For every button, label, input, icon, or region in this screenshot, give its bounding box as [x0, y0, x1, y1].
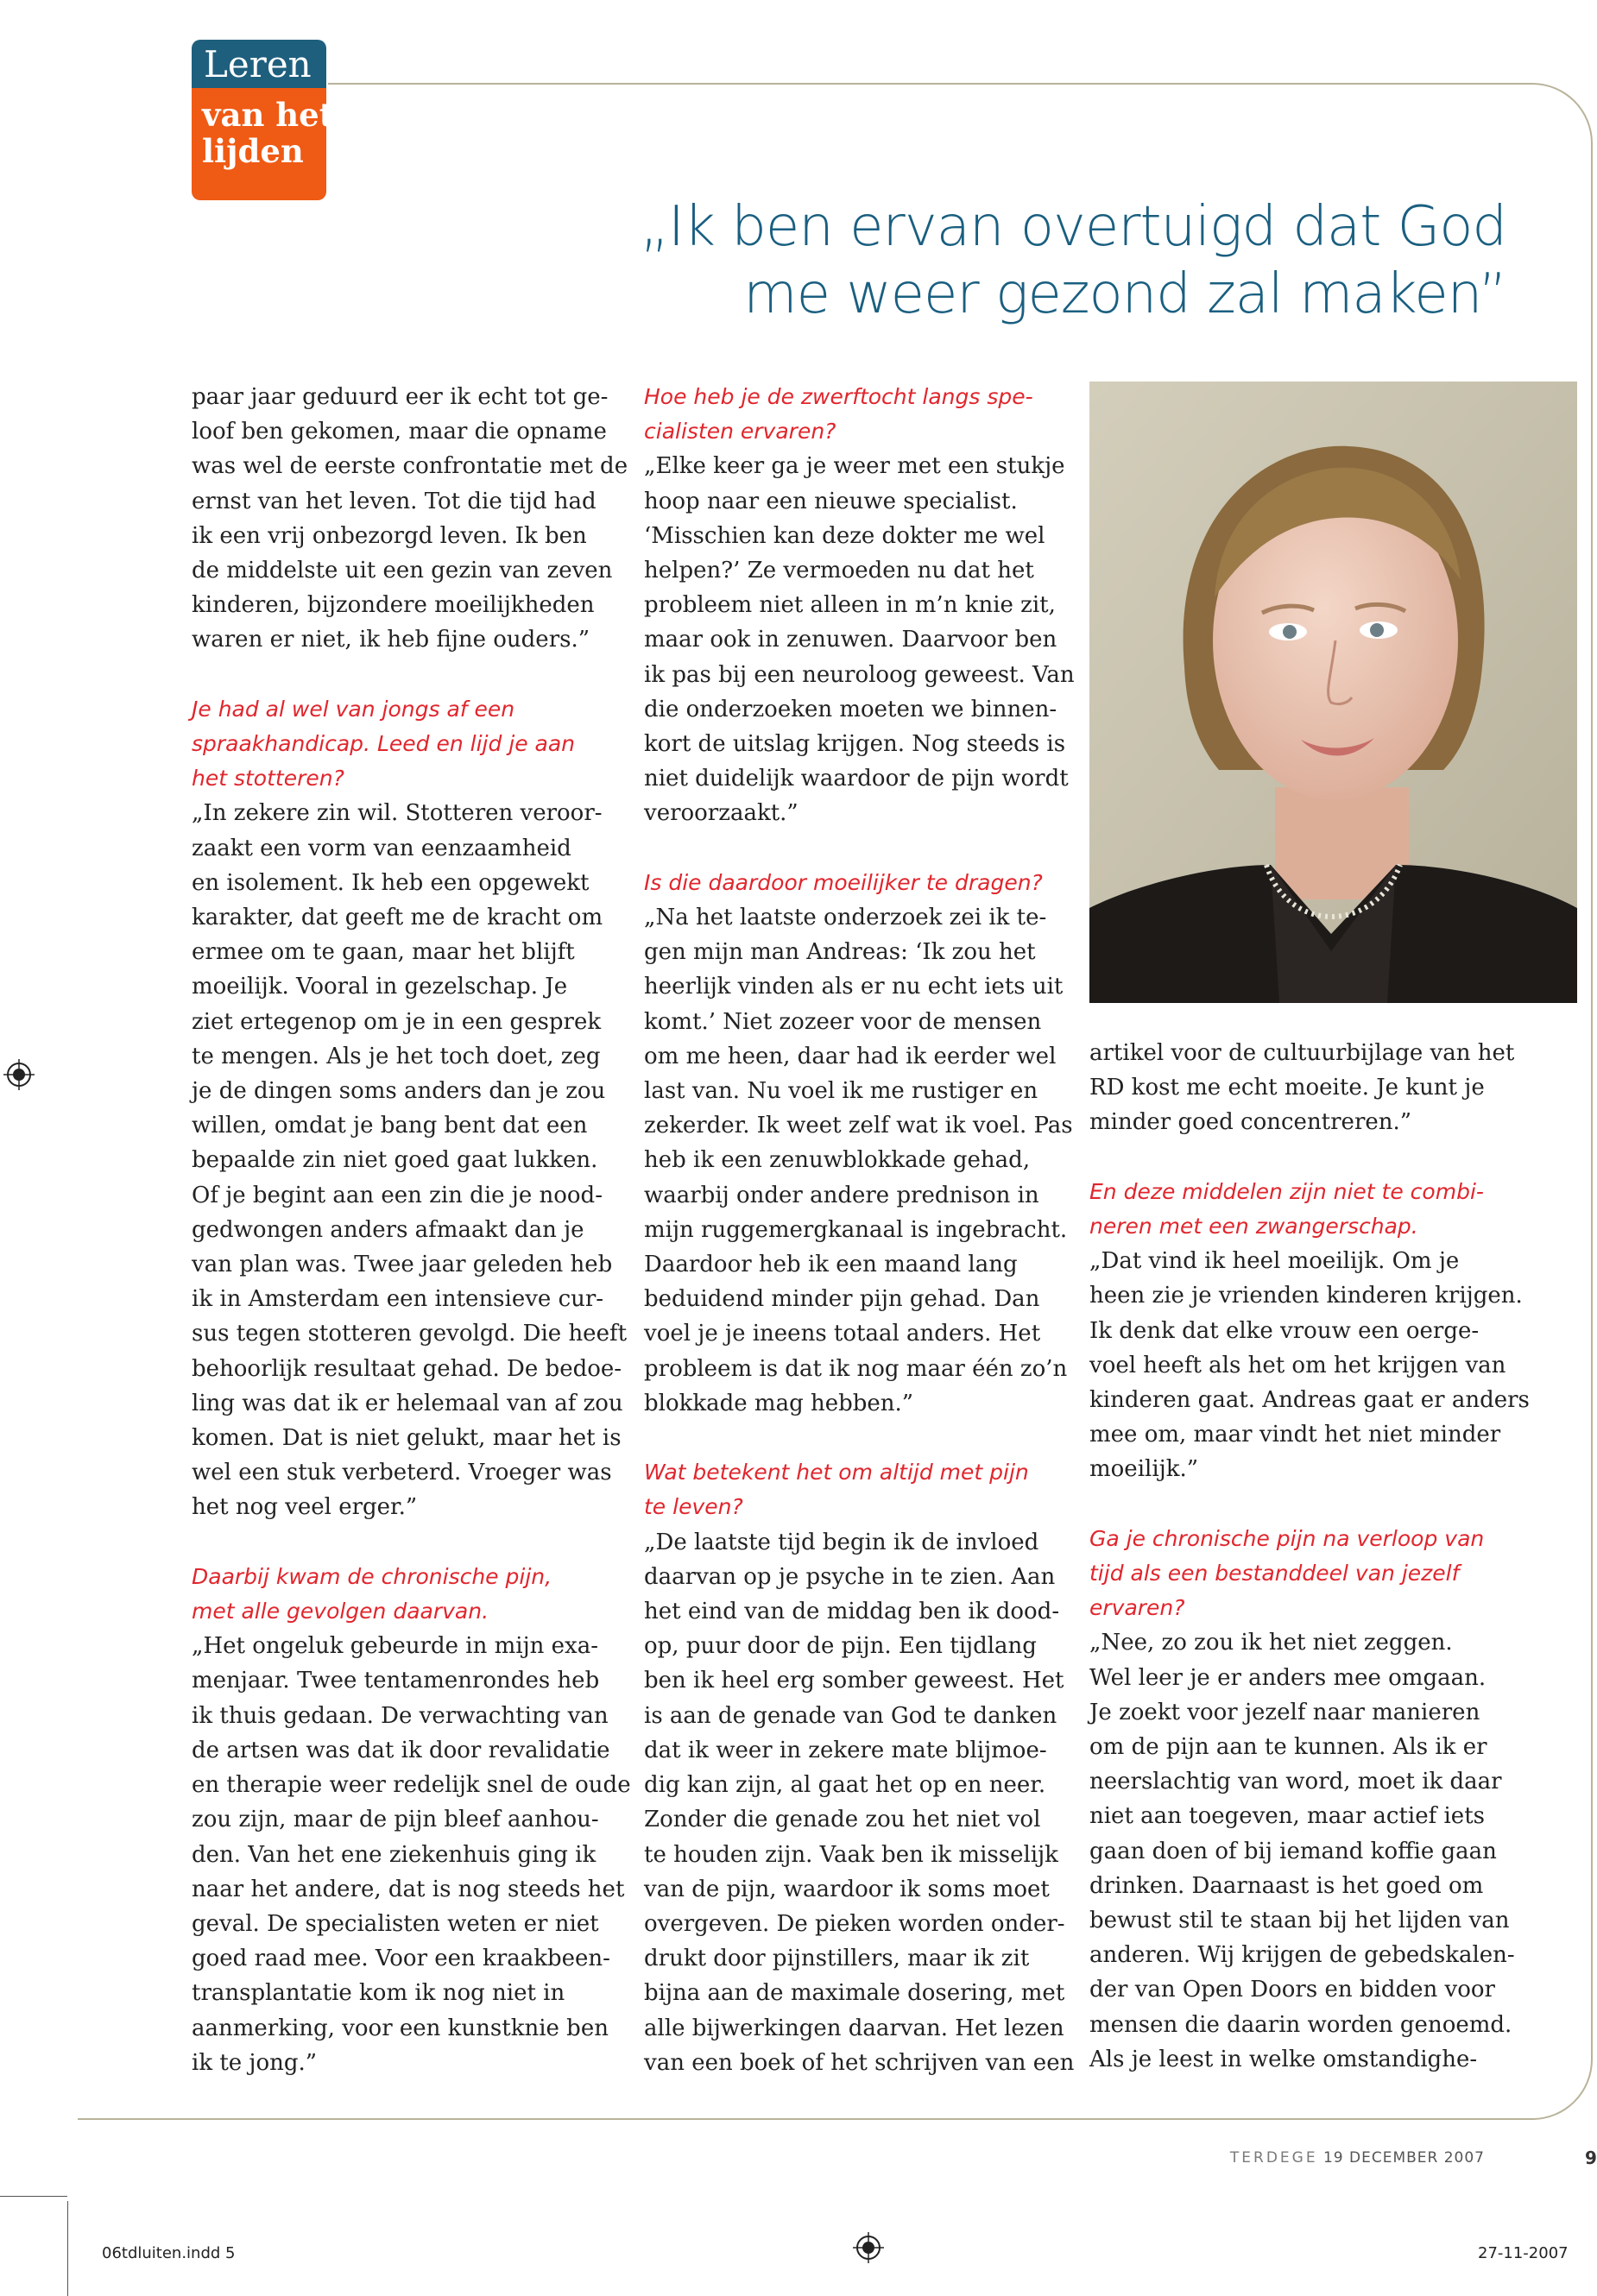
article-column-3 [1089, 1036, 1530, 2077]
body-text-line: te mengen. Als je het toch doet, zeg [192, 1043, 601, 1069]
paragraph-gap [1089, 1487, 1512, 1522]
body-text-line: mensen die daarin worden genoemd. [1089, 2011, 1512, 2038]
body-text-line: Als je leest in welke omstandighe- [1089, 2046, 1478, 2072]
body-text-line: ernst van het leven. Tot die tijd had [192, 488, 597, 514]
registration-mark-icon [853, 2232, 884, 2263]
body-text-line: Daardoor heb ik een maand lang [644, 1252, 1018, 1278]
body-text-line: probleem niet alleen in m’n knie zit, [644, 592, 1056, 619]
interview-question-line: met alle gevolgen daarvan. [192, 1599, 489, 1624]
body-text-line: komen. Dat is niet gelukt, maar het is [192, 1425, 622, 1452]
paragraph-gap [192, 658, 615, 692]
body-text-line: kort de uitslag krijgen. Nog steeds is [644, 731, 1066, 758]
body-text-line: niet duidelijk waardoor de pijn wordt [644, 766, 1069, 792]
body-text-line: naar het andere, dat is nog steeds het [192, 1876, 625, 1902]
headline-line2: me weer gezond zal maken” [743, 262, 1506, 326]
body-text-line: artikel voor de cultuurbijlage van het [1089, 1040, 1515, 1066]
body-text-line: probleem is dat ik nog maar één zo’n [644, 1355, 1068, 1382]
crop-mark-vertical [67, 2201, 68, 2296]
body-text-line: kinderen, bijzondere moeilijkheden [192, 592, 595, 619]
body-text-line: ben ik heel erg somber geweest. Het [644, 1668, 1064, 1694]
body-text-line: „Elke keer ga je weer met een stukje [644, 453, 1065, 480]
body-text-line: daarvan op je psyche in te zien. Aan [644, 1563, 1056, 1590]
body-text-line: mee om, maar vindt het niet minder [1089, 1422, 1501, 1448]
body-text-line: ling was dat ik er helemaal van af zou [192, 1390, 623, 1416]
body-text-line: te houden zijn. Vaak ben ik misselijk [644, 1841, 1058, 1868]
body-text-line: waarbij onder andere prednison in [644, 1182, 1039, 1208]
body-text-line: ik een vrij onbezorgd leven. Ik ben [192, 522, 587, 549]
body-text-line: moeilijk.” [1089, 1456, 1199, 1483]
body-text-line: paar jaar geduurd eer ik echt tot ge- [192, 384, 609, 410]
body-text-line: ik in Amsterdam een intensieve cur- [192, 1286, 604, 1313]
section-tab-line3: lijden [202, 132, 304, 170]
body-text-line: ik thuis gedaan. De verwachting van [192, 1702, 609, 1729]
body-text-line: Je zoekt voor jezelf naar manieren [1089, 1699, 1480, 1725]
body-text-line: ik te jong.” [192, 2049, 318, 2076]
paragraph-gap [644, 831, 1067, 866]
body-text-line: geval. De specialisten weten er niet [192, 1910, 599, 1937]
interview-question-line: Je had al wel van jongs af een [192, 696, 515, 722]
section-tab-top [192, 40, 326, 88]
body-text-line: gen mijn man Andreas: ‘Ik zou het [644, 939, 1036, 966]
body-text-line: van de pijn, waardoor ik soms moet [644, 1876, 1050, 1902]
crop-mark-horizontal [0, 2196, 67, 2197]
interview-question-line: Wat betekent het om altijd met pijn [644, 1460, 1029, 1485]
body-text-line: blokkade mag hebben.” [644, 1390, 914, 1416]
paragraph-gap [644, 1421, 1067, 1455]
body-text-line: anderen. Wij krijgen de gebedskalen- [1089, 1942, 1515, 1969]
page-number: 9 [1585, 2148, 1597, 2168]
body-text-line: der van Open Doors en bidden voor [1089, 1977, 1495, 2003]
footer-magazine: TERDEGE [1229, 2149, 1318, 2167]
interview-question-line: Ga je chronische pijn na verloop van [1089, 1525, 1485, 1551]
body-text-line: last van. Nu voel ik me rustiger en [644, 1078, 1038, 1105]
top-rule [328, 83, 1519, 85]
body-text-line: aanmerking, voor een kunstknie ben [192, 2015, 609, 2041]
body-text-line: „In zekere zin wil. Stotteren veroor- [192, 800, 603, 827]
body-text-line: dat ik weer in zekere mate blijmoe- [644, 1737, 1047, 1763]
body-text-line: overgeven. De pieken worden onder- [644, 1910, 1065, 1937]
body-text-line: komt.’ Niet zozeer voor de mensen [644, 1008, 1042, 1035]
interview-question-line: cialisten ervaren? [644, 419, 836, 445]
body-text-line: Of je begint aan een zin die je nood- [192, 1182, 603, 1208]
body-text-line: zekerder. Ik weet zelf wat ik voel. Pas [644, 1113, 1073, 1139]
body-text-line: maar ook in zenuwen. Daarvoor ben [644, 627, 1057, 653]
body-text-line: mijn ruggemergkanaal is ingebracht. [644, 1216, 1068, 1243]
interview-question-line: Daarbij kwam de chronische pijn, [192, 1563, 552, 1589]
body-text-line: Wel leer je er anders mee omgaan. [1089, 1664, 1487, 1691]
body-text-line: Zonder die genade zou het niet vol [644, 1807, 1041, 1833]
section-tab-line2: van het [202, 96, 334, 134]
body-text-line: sus tegen stotteren gevolgd. Die heeft [192, 1321, 628, 1347]
body-text-line: en therapie weer redelijk snel de oude [192, 1772, 631, 1799]
body-text-line: die onderzoeken moeten we binnen- [644, 696, 1057, 722]
interview-question-line: Is die daardoor moeilijker te dragen? [644, 869, 1043, 895]
body-text-line: heen zie je vrienden kinderen krijgen. [1089, 1283, 1523, 1309]
interview-question-line: Hoe heb je de zwerftocht langs spe- [644, 384, 1033, 409]
article-column-2 [644, 380, 1075, 2080]
body-text-line: niet aan toegeven, maar actief iets [1089, 1803, 1485, 1830]
body-text-line: alle bijwerkingen daarvan. Het lezen [644, 2015, 1064, 2041]
body-text-line: goed raad mee. Voor een kraakbeen- [192, 1946, 610, 1972]
footer-date: 19 DECEMBER 2007 [1322, 2149, 1485, 2167]
body-text-line: moeilijk. Vooral in gezelschap. Je [192, 974, 568, 1000]
body-text-line: heb ik een zenuwblokkade gehad, [644, 1147, 1031, 1174]
body-text-line: ‘Misschien kan deze dokter me wel [644, 522, 1045, 549]
interview-question-line: neren met een zwangerschap. [1089, 1214, 1418, 1239]
body-text-line: gaan doen of bij iemand koffie gaan [1089, 1838, 1497, 1864]
body-text-line: bewust stil te staan bij het lijden van [1089, 1908, 1510, 1934]
body-text-line: je de dingen soms anders dan je zou [192, 1078, 606, 1105]
body-text-line: veroorzaakt.” [644, 800, 798, 827]
body-text-line: neerslachtig van word, moet ik daar [1089, 1769, 1502, 1795]
body-text-line: „Na het laatste onderzoek zei ik te- [644, 905, 1047, 931]
interview-question-line: En deze middelen zijn niet te combi- [1089, 1178, 1484, 1204]
interview-question-line: het stotteren? [192, 766, 344, 792]
paragraph-gap [192, 1525, 615, 1560]
body-text-line: beduidend minder pijn gehad. Dan [644, 1286, 1040, 1313]
body-text-line: om me heen, daar had ik eerder wel [644, 1043, 1057, 1069]
body-text-line: de artsen was dat ik door revalidatie [192, 1737, 610, 1763]
body-text-line: het eind van de middag ben ik dood- [644, 1599, 1060, 1625]
body-text-line: transplantatie kom ik nog niet in [192, 1980, 565, 2007]
body-text-line: ik pas bij een neuroloog geweest. Van [644, 661, 1075, 688]
body-text-line: voel je je ineens totaal anders. Het [644, 1321, 1041, 1347]
body-text-line: zaakt een vorm van eenzaamheid [192, 835, 571, 861]
paragraph-gap [1089, 1140, 1512, 1175]
body-text-line: heerlijk vinden als er nu echt iets uit [644, 974, 1064, 1000]
body-text-line: van een boek of het schrijven van een [644, 2049, 1075, 2076]
body-text-line: Ik denk dat elke vrouw een oerge- [1089, 1317, 1480, 1344]
body-text-line: dig kan zijn, al gaat het op en neer. [644, 1772, 1046, 1799]
body-text-line: den. Van het ene ziekenhuis ging ik [192, 1841, 597, 1868]
section-tab-bottom [192, 88, 334, 200]
body-text-line: behoorlijk resultaat gehad. De bedoe- [192, 1355, 622, 1382]
headline-line1: „Ik ben ervan overtuigd dat God [640, 195, 1506, 259]
interview-question-line: spraakhandicap. Leed en lijd je aan [192, 731, 576, 757]
body-text-line: wel een stuk verbeterd. Vroeger was [192, 1460, 612, 1486]
body-text-line: hoop naar een nieuwe specialist. [644, 488, 1018, 514]
page-footer [1230, 2149, 1485, 2167]
body-text-line: „De laatste tijd begin ik de invloed [644, 1529, 1039, 1555]
interview-question-line: te leven? [644, 1494, 743, 1520]
body-text-line: de middelste uit een gezin van zeven [192, 558, 613, 584]
body-text-line: van plan was. Twee jaar geleden heb [192, 1252, 613, 1278]
body-text-line: drukt door pijnstillers, maar ik zit [644, 1946, 1030, 1972]
body-text-line: willen, omdat je bang bent dat een [192, 1113, 588, 1139]
slug-filename: 06tdluiten.indd 5 [102, 2244, 236, 2262]
body-text-line: bepaalde zin niet goed gaat lukken. [192, 1147, 598, 1174]
body-text-line: en isolement. Ik heb een opgewekt [192, 869, 590, 896]
body-text-line: op, puur door de pijn. Een tijdlang [644, 1633, 1037, 1660]
article-column-1 [192, 380, 631, 2080]
body-text-line: het nog veel erger.” [192, 1494, 418, 1521]
body-text-line: drinken. Daarnaast is het goed om [1089, 1872, 1484, 1899]
body-text-line: minder goed concentreren.” [1089, 1109, 1412, 1136]
body-text-line: ziet ertegenop om je in een gesprek [192, 1008, 602, 1035]
portrait-photo [1089, 382, 1577, 1003]
body-text-line: karakter, dat geeft me de kracht om [192, 905, 603, 931]
interview-question-line: ervaren? [1089, 1595, 1185, 1621]
body-text-line: „Dat vind ik heel moeilijk. Om je [1089, 1248, 1460, 1275]
bottom-rule [78, 2118, 1528, 2120]
body-text-line: voel heeft als het om het krijgen van [1089, 1352, 1506, 1378]
body-text-line: kinderen gaat. Andreas gaat er anders [1089, 1387, 1530, 1414]
body-text-line: waren er niet, ik heb fijne ouders.” [192, 627, 590, 653]
section-tab-line1: Leren [204, 43, 312, 85]
body-text-line: zou zijn, maar de pijn bleef aanhou- [192, 1807, 599, 1833]
body-text-line: bijna aan de maximale dosering, met [644, 1980, 1065, 2007]
body-text-line: gedwongen anders afmaakt dan je [192, 1216, 584, 1243]
registration-mark-icon [3, 1059, 35, 1090]
body-text-line: om de pijn aan te kunnen. Als ik er [1089, 1734, 1487, 1761]
body-text-line: is aan de genade van God te danken [644, 1702, 1057, 1729]
body-text-line: loof ben gekomen, maar die opname [192, 419, 607, 445]
body-text-line: helpen?’ Ze vermoeden nu dat het [644, 558, 1034, 584]
interview-question-line: tijd als een bestanddeel van jezelf [1089, 1561, 1460, 1586]
body-text-line: ermee om te gaan, maar het blijft [192, 939, 575, 966]
body-text-line: menjaar. Twee tentamenrondes heb [192, 1668, 600, 1694]
body-text-line: „Nee, zo zou ik het niet zeggen. [1089, 1630, 1453, 1656]
slug-date: 27-11-2007 [1478, 2244, 1569, 2262]
body-text-line: „Het ongeluk gebeurde in mijn exa- [192, 1633, 598, 1660]
body-text-line: RD kost me echt moeite. Je kunt je [1089, 1075, 1485, 1101]
body-text-line: was wel de eerste confrontatie met de [192, 453, 628, 480]
